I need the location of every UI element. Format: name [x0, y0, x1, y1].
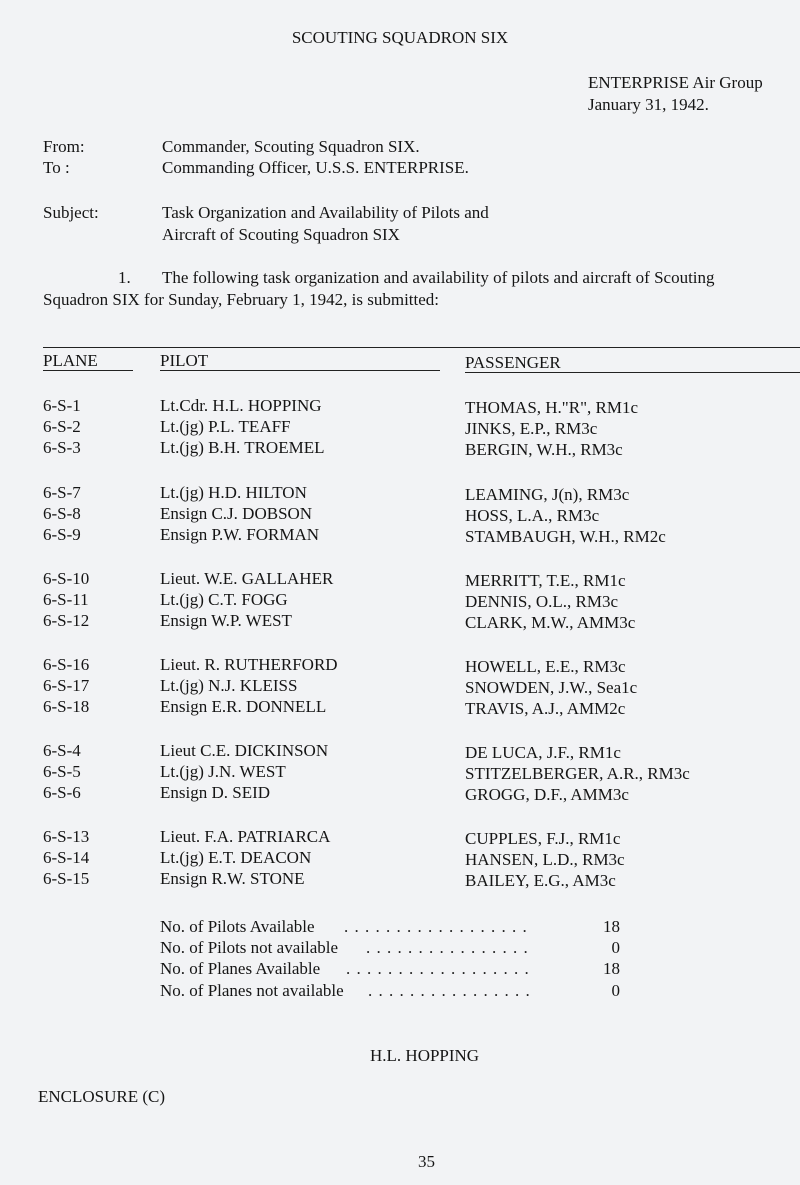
pilot-cell: Ensign R.W. STONE: [160, 869, 305, 888]
header-pilot-underline: [160, 370, 440, 371]
table-row: [0, 569, 800, 590]
pilot-cell: Lt.(jg) J.N. WEST: [160, 762, 286, 781]
passenger-cell: GROGG, D.F., AMM3c: [465, 785, 629, 804]
paragraph-number: 1.: [118, 268, 131, 287]
leader-dots: . . . . . . . . . . . . . . . .: [366, 938, 529, 957]
table-row: [0, 504, 800, 525]
passenger-cell: MERRITT, T.E., RM1c: [465, 571, 626, 590]
plane-cell: 6-S-15: [43, 869, 90, 888]
summary-value: 0: [611, 981, 620, 1000]
pilot-cell: Lieut C.E. DICKINSON: [160, 741, 329, 760]
plane-cell: 6-S-12: [43, 611, 90, 630]
paragraph-line-2: Squadron SIX for Sunday, February 1, 1942, is submitted:: [43, 290, 440, 309]
passenger-cell: CLARK, M.W., AMM3c: [465, 613, 636, 632]
header-plane-underline: [43, 370, 133, 371]
summary-label: No. of Pilots not available: [160, 938, 339, 957]
plane-cell: 6-S-3: [43, 438, 81, 457]
table-row: [0, 417, 800, 438]
leader-dots: . . . . . . . . . . . . . . . . . .: [344, 917, 528, 936]
plane-cell: 6-S-6: [43, 783, 81, 802]
plane-cell: 6-S-13: [43, 827, 90, 846]
passenger-cell: TRAVIS, A.J., AMM2c: [465, 699, 626, 718]
passenger-cell: SNOWDEN, J.W., Sea1c: [465, 678, 638, 697]
table-row: [0, 848, 800, 869]
summary-value: 0: [611, 938, 620, 957]
table-row: [0, 697, 800, 718]
passenger-cell: JINKS, E.P., RM3c: [465, 419, 598, 438]
org-name: ENTERPRISE Air Group: [588, 73, 763, 92]
plane-cell: 6-S-1: [43, 396, 81, 415]
table-row: [0, 525, 800, 546]
plane-cell: 6-S-18: [43, 697, 90, 716]
table-row: [0, 483, 800, 504]
pilot-cell: Ensign P.W. FORMAN: [160, 525, 320, 544]
pilot-cell: Lt.(jg) B.H. TROEMEL: [160, 438, 325, 457]
to-label: To :: [43, 158, 70, 177]
header-plane: PLANE: [43, 351, 98, 370]
plane-cell: 6-S-14: [43, 848, 90, 867]
table-top-rule: [43, 347, 800, 348]
pilot-cell: Ensign E.R. DONNELL: [160, 697, 327, 716]
table-row: [0, 741, 800, 762]
pilot-cell: Lt.Cdr. H.L. HOPPING: [160, 396, 322, 415]
plane-cell: 6-S-11: [43, 590, 89, 609]
passenger-cell: STITZELBERGER, A.R., RM3c: [465, 764, 690, 783]
header-passenger: PASSENGER: [465, 353, 561, 372]
passenger-cell: CUPPLES, F.J., RM1c: [465, 829, 621, 848]
pilot-cell: Lieut. R. RUTHERFORD: [160, 655, 338, 674]
table-row: [0, 396, 800, 417]
pilot-cell: Lieut. W.E. GALLAHER: [160, 569, 334, 588]
pilot-cell: Ensign D. SEID: [160, 783, 271, 802]
subject-line-2: Aircraft of Scouting Squadron SIX: [162, 225, 400, 244]
leader-dots: . . . . . . . . . . . . . . . . . .: [346, 959, 530, 978]
table-row: [0, 438, 800, 459]
signature-name: H.L. HOPPING: [370, 1046, 480, 1065]
passenger-cell: HOSS, L.A., RM3c: [465, 506, 600, 525]
plane-cell: 6-S-2: [43, 417, 81, 436]
memo-date: January 31, 1942.: [588, 95, 709, 114]
passenger-cell: BAILEY, E.G., AM3c: [465, 871, 616, 890]
table-row: [0, 783, 800, 804]
table-row: [0, 762, 800, 783]
subject-label: Subject:: [43, 203, 99, 222]
from-value: Commander, Scouting Squadron SIX.: [162, 137, 420, 156]
table-row: [0, 676, 800, 697]
enclosure-label: ENCLOSURE (C): [38, 1087, 166, 1106]
table-row: [0, 611, 800, 632]
passenger-cell: LEAMING, J(n), RM3c: [465, 485, 630, 504]
table-row: [0, 655, 800, 676]
document-title: SCOUTING SQUADRON SIX: [291, 28, 509, 47]
plane-cell: 6-S-8: [43, 504, 81, 523]
passenger-cell: THOMAS, H."R", RM1c: [465, 398, 639, 417]
summary-value: 18: [603, 917, 620, 936]
plane-cell: 6-S-17: [43, 676, 90, 695]
header-pilot: PILOT: [160, 351, 209, 370]
page-number: 35: [418, 1152, 435, 1171]
passenger-cell: BERGIN, W.H., RM3c: [465, 440, 623, 459]
pilot-cell: Lieut. F.A. PATRIARCA: [160, 827, 331, 846]
pilot-cell: Lt.(jg) N.J. KLEISS: [160, 676, 298, 695]
summary-row: [160, 917, 640, 938]
passenger-cell: DENNIS, O.L., RM3c: [465, 592, 618, 611]
summary-label: No. of Planes not available: [160, 981, 344, 1000]
plane-cell: 6-S-7: [43, 483, 81, 502]
pilot-cell: Ensign C.J. DOBSON: [160, 504, 313, 523]
plane-cell: 6-S-16: [43, 655, 90, 674]
summary-row: [160, 938, 640, 959]
passenger-cell: HANSEN, L.D., RM3c: [465, 850, 625, 869]
header-passenger-underline: [465, 372, 800, 373]
summary-label: No. of Pilots Available: [160, 917, 315, 936]
passenger-cell: STAMBAUGH, W.H., RM2c: [465, 527, 666, 546]
pilot-cell: Lt.(jg) H.D. HILTON: [160, 483, 307, 502]
passenger-cell: HOWELL, E.E., RM3c: [465, 657, 626, 676]
table-row: [0, 590, 800, 611]
from-label: From:: [43, 137, 85, 156]
plane-cell: 6-S-5: [43, 762, 81, 781]
subject-line-1: Task Organization and Availability of Pilots and: [162, 203, 489, 222]
summary-row: [160, 981, 640, 1002]
leader-dots: . . . . . . . . . . . . . . . .: [368, 981, 531, 1000]
plane-cell: 6-S-9: [43, 525, 81, 544]
summary-value: 18: [603, 959, 620, 978]
pilot-cell: Lt.(jg) C.T. FOGG: [160, 590, 288, 609]
pilot-cell: Lt.(jg) P.L. TEAFF: [160, 417, 291, 436]
pilot-cell: Lt.(jg) E.T. DEACON: [160, 848, 312, 867]
passenger-cell: DE LUCA, J.F., RM1c: [465, 743, 621, 762]
summary-row: [160, 959, 640, 980]
table-row: [0, 827, 800, 848]
plane-cell: 6-S-10: [43, 569, 90, 588]
to-value: Commanding Officer, U.S.S. ENTERPRISE.: [162, 158, 469, 177]
plane-cell: 6-S-4: [43, 741, 81, 760]
paragraph-line-1: The following task organization and availability of pilots and aircraft of Scouting: [162, 268, 715, 287]
pilot-cell: Ensign W.P. WEST: [160, 611, 292, 630]
table-row: [0, 869, 800, 890]
summary-label: No. of Planes Available: [160, 959, 321, 978]
